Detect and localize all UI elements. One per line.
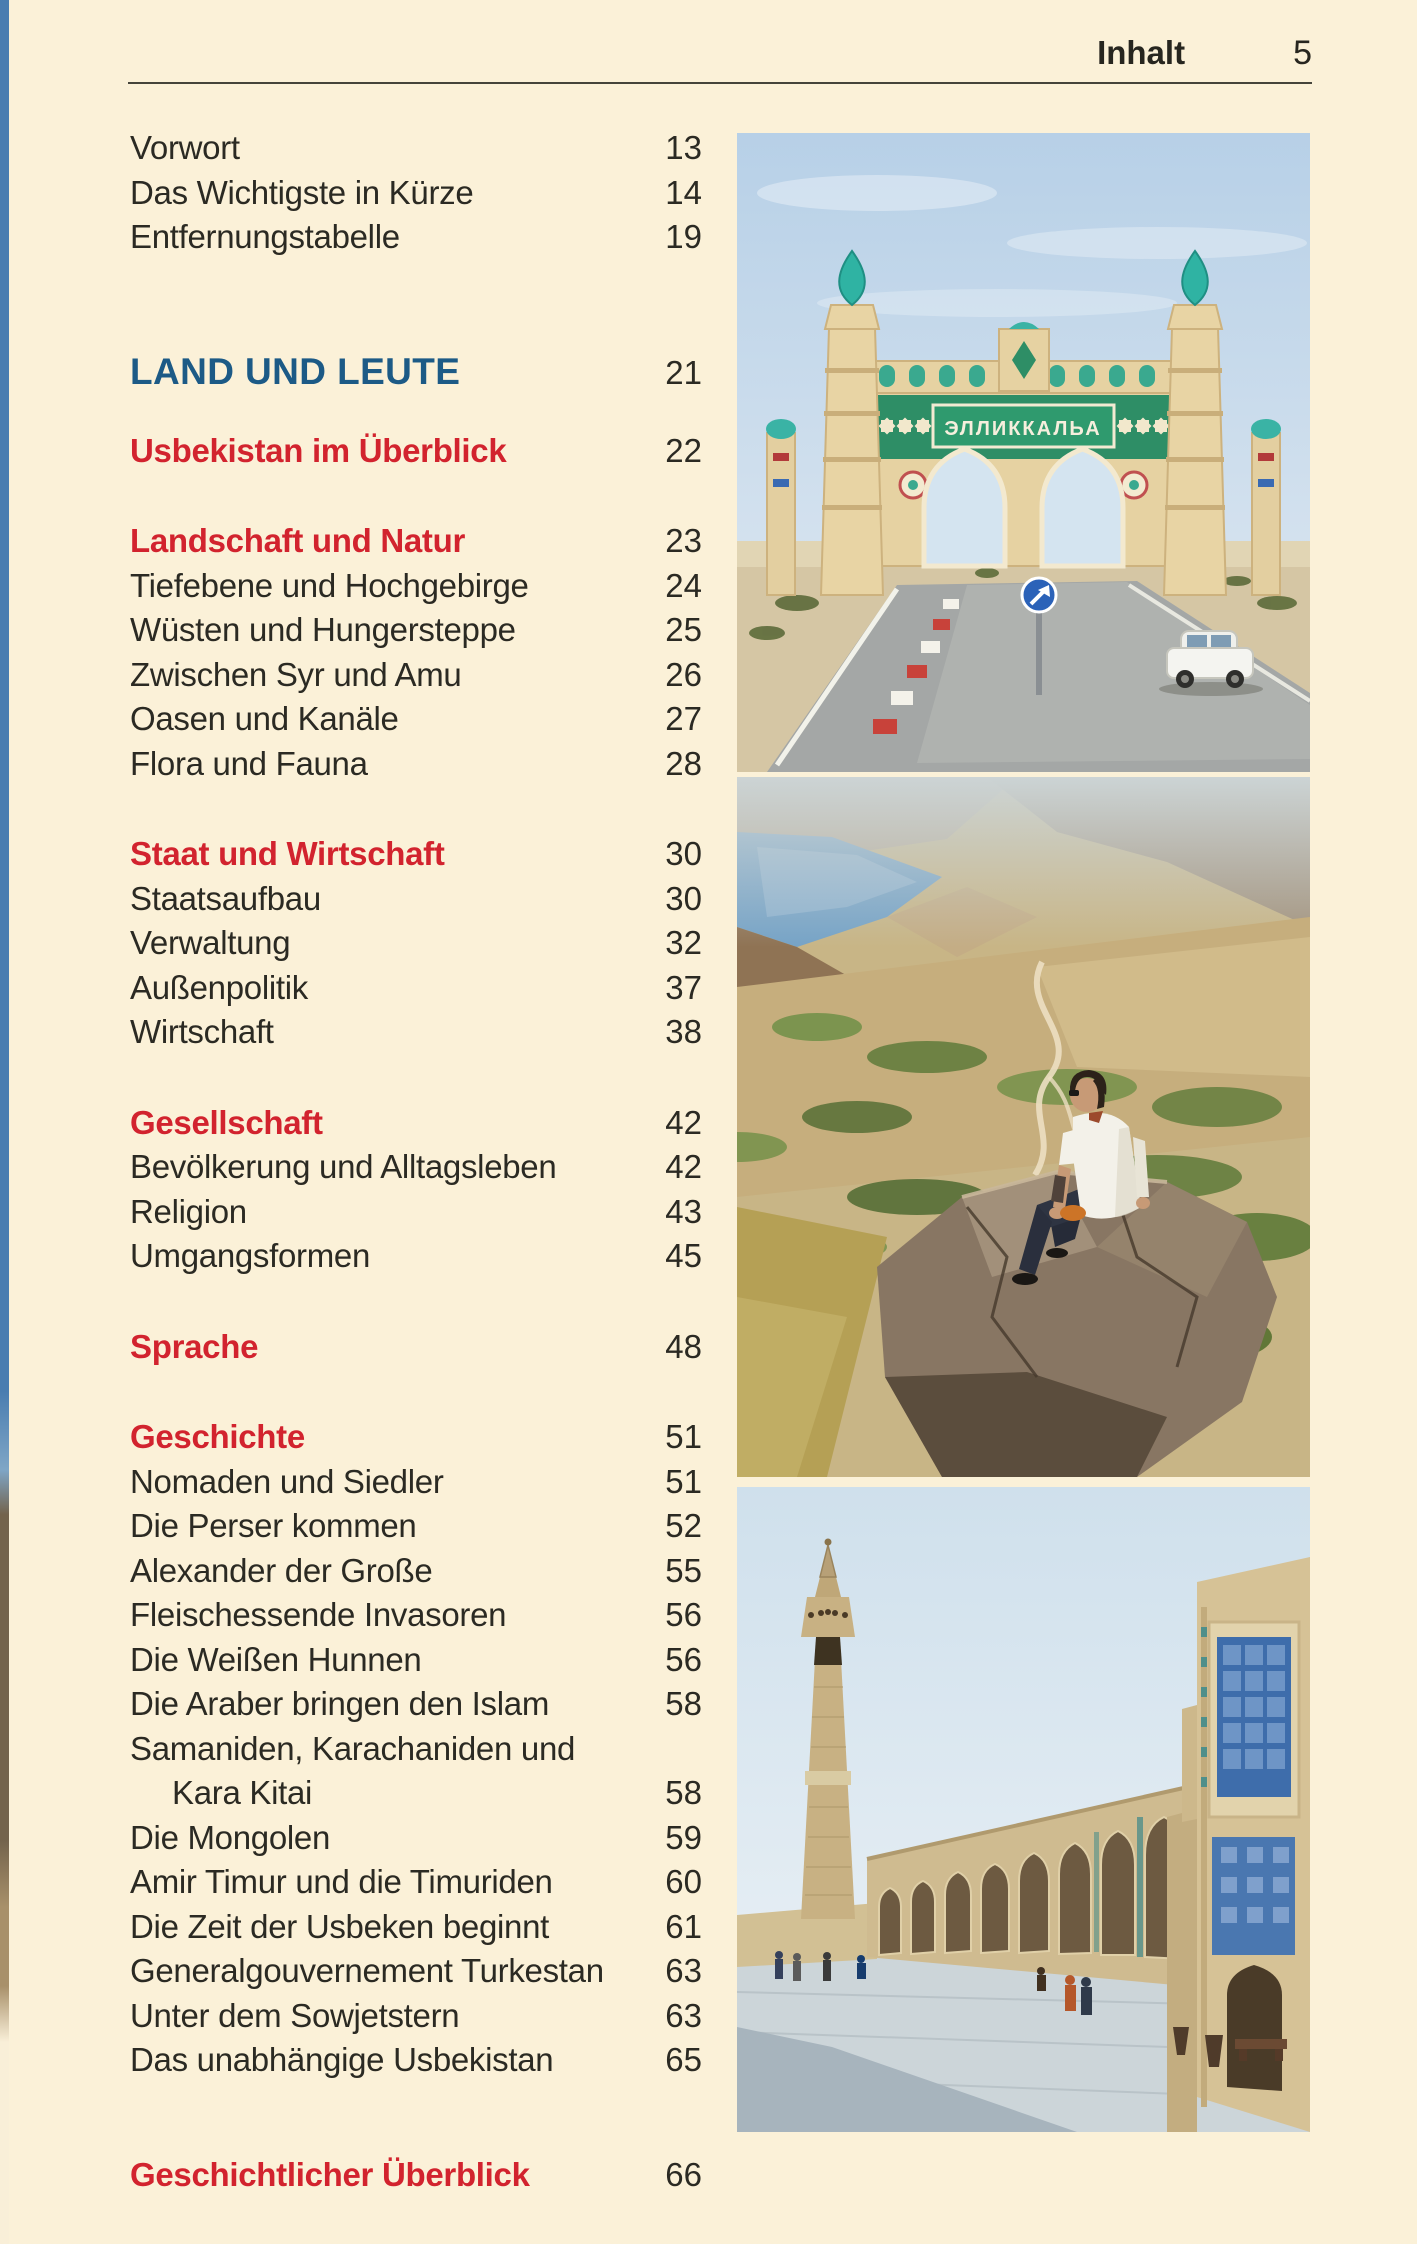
toc-list <box>130 126 702 2197</box>
toc-group-sprache <box>130 1325 702 1370</box>
toc-entry-page: 48 <box>665 1327 702 1365</box>
toc-entry-label: Sprache <box>130 1327 259 1365</box>
side-tower-left <box>766 419 796 595</box>
toc-row <box>130 1234 702 1279</box>
toc-entry-page: 61 <box>665 1907 702 1945</box>
toc-row <box>130 1949 702 1994</box>
toc-entry-label: Oasen und Kanäle <box>130 700 399 737</box>
toc-row <box>130 653 702 698</box>
toc-group-ueberblick <box>130 2153 702 2198</box>
toc-row <box>130 429 702 474</box>
toc-row <box>130 1101 702 1146</box>
toc-row <box>130 564 702 609</box>
toc-entry-label: Nomaden und Siedler <box>130 1462 444 1500</box>
toc-entry-label: Unter dem Sowjetstern <box>130 1996 460 2034</box>
mosque-photo-illustration <box>737 1487 1310 2132</box>
toc-entry-label: Verwaltung <box>130 924 291 961</box>
toc-entry-label: Außenpolitik <box>130 968 308 1006</box>
toc-entry-page: 27 <box>665 700 702 737</box>
toc-entry-page: 58 <box>665 1685 702 1722</box>
toc-row <box>130 697 702 742</box>
toc-entry-label: Generalgouvernement Turkestan <box>130 1952 604 1989</box>
toc-entry-label: Die Perser kommen <box>130 1507 417 1544</box>
toc-entry-page: 24 <box>665 566 702 604</box>
toc-row <box>130 1816 702 1861</box>
toc-entry-label: Wüsten und Hungersteppe <box>130 611 516 648</box>
toc-row <box>130 1638 702 1683</box>
toc-row <box>130 1190 702 1235</box>
toc-group-chapter <box>130 348 702 397</box>
toc-entry-page: 65 <box>665 2041 702 2078</box>
toc-entry-page: 43 <box>665 1192 702 1230</box>
toc-entry-page: 13 <box>665 129 702 166</box>
toc-row <box>130 608 702 653</box>
toc-entry-page: 32 <box>665 924 702 961</box>
toc-entry-label: Amir Timur und die Timuriden <box>130 1863 553 1900</box>
toc-row <box>130 171 702 216</box>
toc-entry-page: 58 <box>665 1774 702 1811</box>
toc-row <box>130 2153 702 2198</box>
toc-entry-label: Geschichte <box>130 1418 305 1455</box>
toc-entry-page: 66 <box>665 2155 702 2193</box>
toc-entry-label: Die Mongolen <box>130 1818 331 1856</box>
toc-row <box>130 2038 702 2083</box>
toc-row <box>130 519 702 564</box>
gate-sign-text: ЭЛЛИККАЛЬА <box>944 418 1102 440</box>
toc-entry-page: 26 <box>665 655 702 693</box>
toc-entry-page: 37 <box>665 968 702 1006</box>
toc-entry-label: Staat und Wirtschaft <box>130 835 445 872</box>
toc-row <box>130 1994 702 2039</box>
toc-entry-page: 63 <box>665 1952 702 1989</box>
toc-entry-label: Geschichtlicher Überblick <box>130 2155 530 2193</box>
toc-entry-page: 42 <box>665 1103 702 1141</box>
toc-row <box>130 921 702 966</box>
toc-group-staat <box>130 832 702 1055</box>
toc-row <box>130 1504 702 1549</box>
toc-entry-page: 42 <box>665 1148 702 1185</box>
toc-entry-label: Die Weißen Hunnen <box>130 1640 422 1678</box>
toc-entry-page: 55 <box>665 1551 702 1589</box>
toc-entry-page: 45 <box>665 1237 702 1274</box>
toc-entry-label: Flora und Fauna <box>130 744 368 782</box>
toc-group-landschaft <box>130 519 702 786</box>
toc-entry-label: Religion <box>130 1192 247 1230</box>
gate-photo-illustration <box>737 133 1310 772</box>
page-header <box>128 34 1312 84</box>
toc-entry-label: Bevölkerung und Alltagsleben <box>130 1148 557 1185</box>
toc-entry-label: Entfernungstabelle <box>130 218 400 255</box>
toc-entry-label: Umgangsformen <box>130 1237 371 1274</box>
toc-entry-page: 56 <box>665 1640 702 1678</box>
header-page-number: 5 <box>1293 34 1312 72</box>
photo-column <box>737 133 1310 2132</box>
toc-entry-page: 51 <box>665 1462 702 1500</box>
toc-entry-page: 30 <box>665 879 702 917</box>
toc-entry-page: 21 <box>665 353 702 391</box>
toc-group-overview <box>130 429 702 474</box>
toc-entry-page: 25 <box>665 611 702 648</box>
toc-entry-label: Alexander der Große <box>130 1551 433 1589</box>
toc-group-gesellschaft <box>130 1101 702 1279</box>
photo-gate <box>737 133 1310 772</box>
toc-entry-label: Die Zeit der Usbeken beginnt <box>130 1907 550 1945</box>
toc-row <box>130 1415 702 1460</box>
toc-row <box>130 1593 702 1638</box>
toc-row <box>130 1145 702 1190</box>
toc-entry-label: Zwischen Syr und Amu <box>130 655 462 693</box>
toc-row <box>130 348 702 397</box>
toc-row <box>130 126 702 171</box>
toc-entry-label: Tiefebene und Hochgebirge <box>130 566 529 604</box>
header-title: Inhalt <box>1097 34 1186 71</box>
toc-entry-label: Wirtschaft <box>130 1013 274 1050</box>
toc-row <box>130 1682 702 1727</box>
toc-entry-page: 14 <box>665 173 702 211</box>
toc-row <box>130 1771 702 1816</box>
toc-entry-page: 38 <box>665 1013 702 1050</box>
toc-entry-page: 23 <box>665 522 702 559</box>
toc-row <box>130 1905 702 1950</box>
toc-entry-page: 60 <box>665 1863 702 1900</box>
toc-row <box>130 1010 702 1055</box>
toc-entry-page: 59 <box>665 1818 702 1856</box>
toc-row <box>130 877 702 922</box>
toc-entry-page: 22 <box>665 431 702 469</box>
toc-row <box>130 742 702 787</box>
side-tower-right <box>1251 419 1281 595</box>
toc-entry-page: 63 <box>665 1996 702 2034</box>
photo-mosque <box>737 1487 1310 2132</box>
toc-entry-page: 19 <box>665 218 702 255</box>
toc-group-front <box>130 126 702 260</box>
toc-entry-label: Staatsaufbau <box>130 879 321 917</box>
landscape-photo-illustration <box>737 777 1310 1477</box>
toc-entry-label: LAND UND LEUTE <box>130 350 461 392</box>
toc-row <box>130 1325 702 1370</box>
toc-row <box>130 215 702 260</box>
toc-entry-label: Usbekistan im Überblick <box>130 431 507 469</box>
toc-entry-page: 28 <box>665 744 702 782</box>
toc-entry-label: Das unabhängige Usbekistan <box>130 2041 554 2078</box>
toc-entry-label: Die Araber bringen den Islam <box>130 1685 550 1722</box>
toc-entry-label: Gesellschaft <box>130 1103 323 1141</box>
photo-landscape <box>737 777 1310 1477</box>
toc-row <box>130 1549 702 1594</box>
toc-row <box>130 1727 702 1772</box>
toc-entry-label: Das Wichtigste in Kürze <box>130 173 474 211</box>
toc-entry-label: Landschaft und Natur <box>130 522 466 559</box>
toc-entry-page: 30 <box>665 835 702 872</box>
page-edge-stripe <box>0 0 9 2244</box>
toc-entry-page: 52 <box>665 1507 702 1544</box>
toc-entry-label: Fleischessende Invasoren <box>130 1596 507 1633</box>
toc-entry-label: Samaniden, Karachaniden und <box>130 1729 576 1767</box>
toc-entry-page: 51 <box>665 1418 702 1455</box>
toc-entry-page: 56 <box>665 1596 702 1633</box>
toc-row <box>130 1860 702 1905</box>
toc-entry-label: Vorwort <box>130 129 240 166</box>
toc-entry-label: Kara Kitai <box>172 1774 313 1811</box>
toc-row <box>130 966 702 1011</box>
toc-row <box>130 832 702 877</box>
toc-row <box>130 1460 702 1505</box>
toc-group-geschichte <box>130 1415 702 2083</box>
